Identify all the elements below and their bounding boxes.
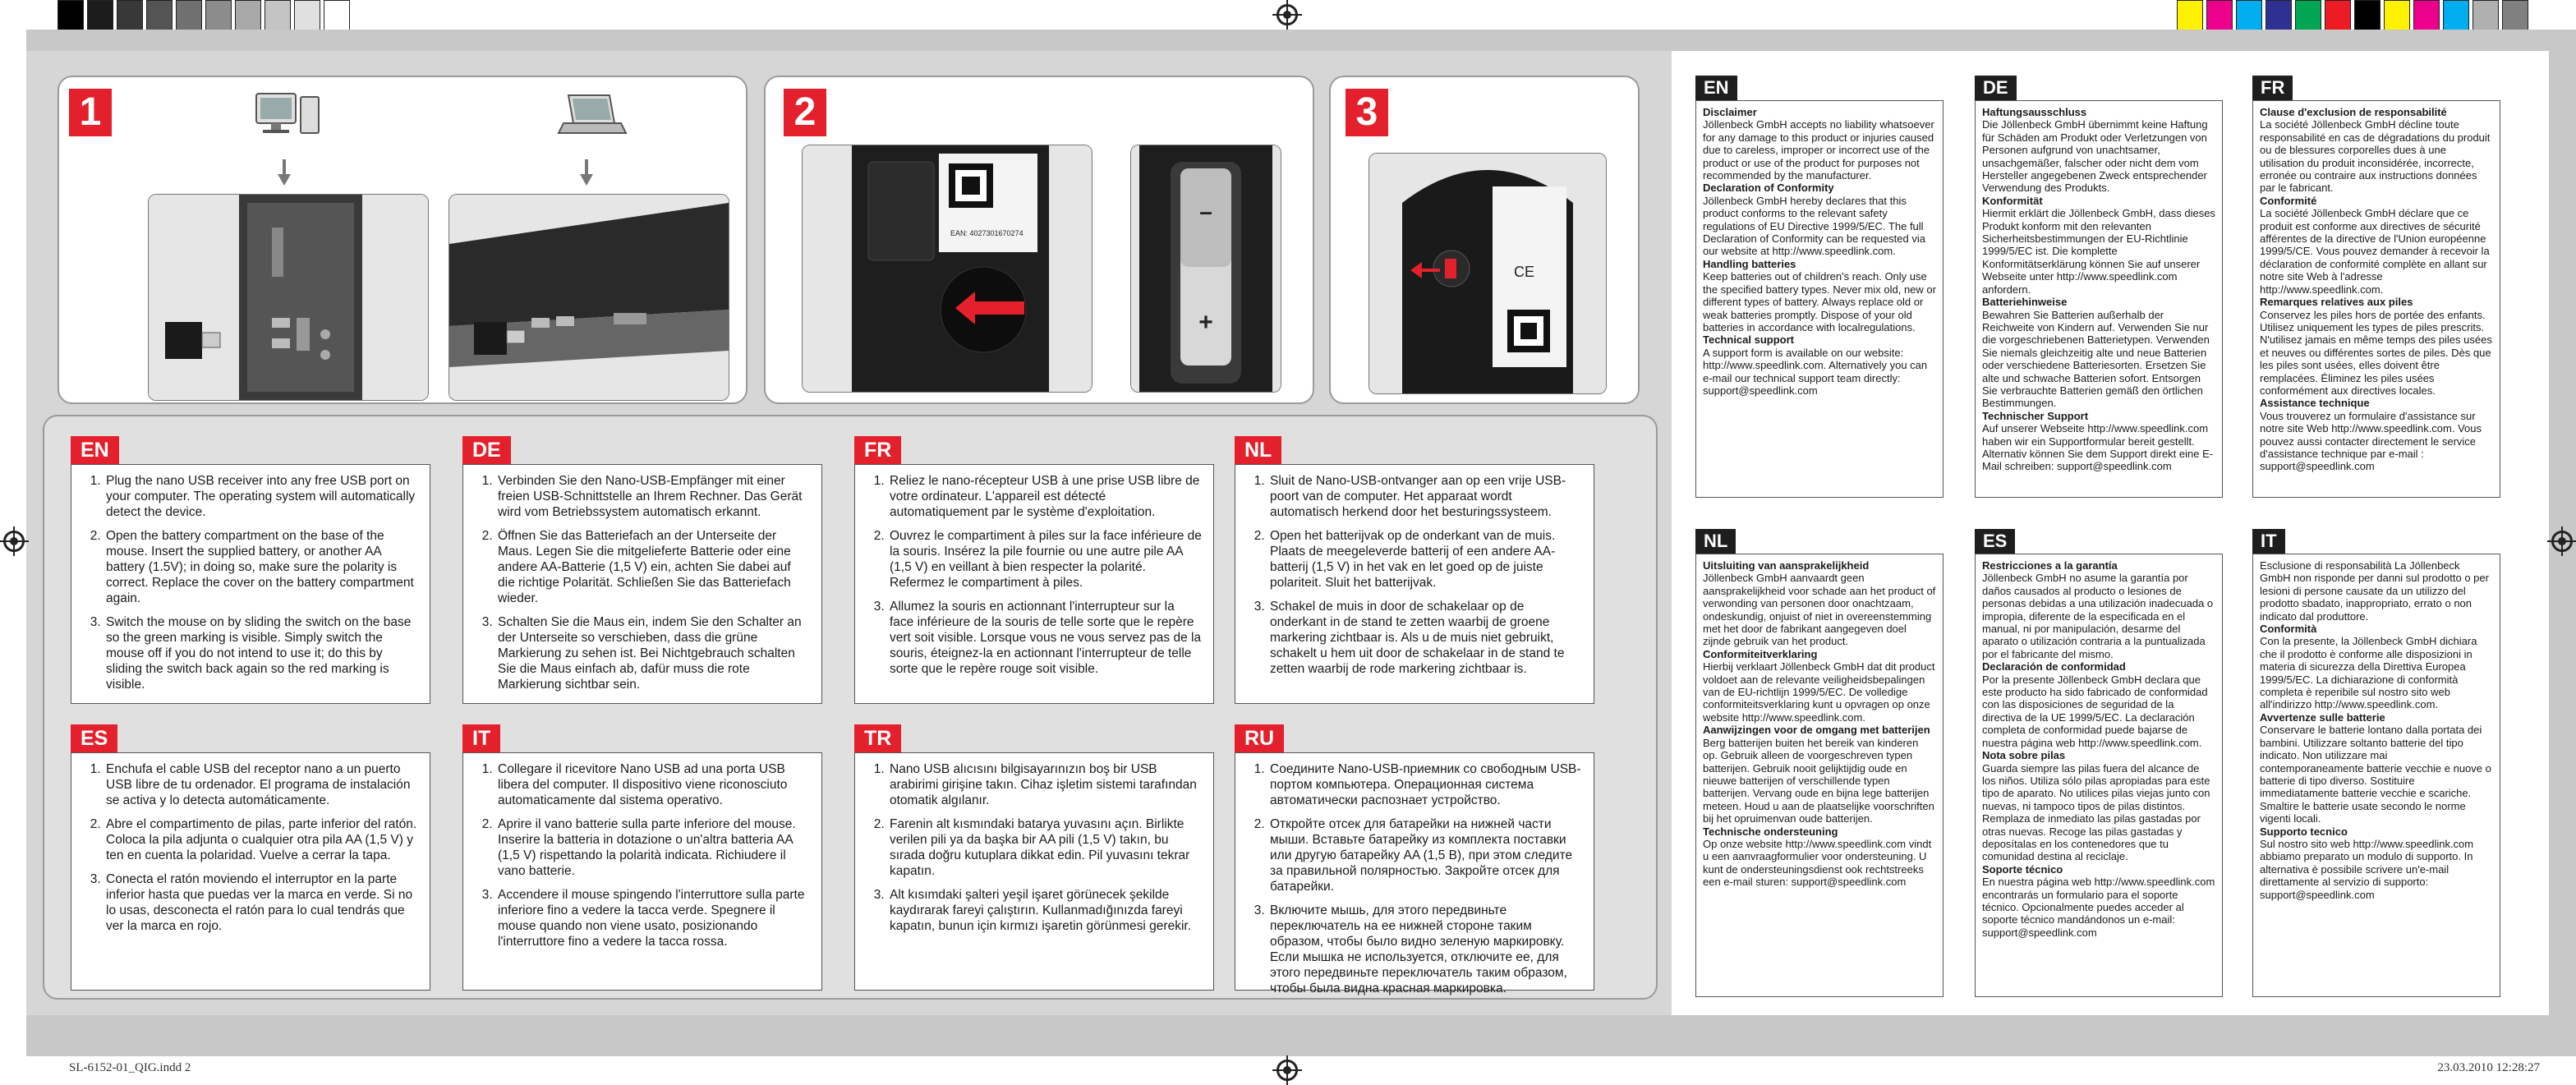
list-item: 1. Sluit de Nano-USB-ontvanger aan op een vrije USB-poort van de computer. Het apparaat wordt automatisch herkend door het besturingssysteem.: [1268, 473, 1582, 520]
section-text: Hiermit erklärt die Jöllenbeck GmbH, dass dieses Produkt konform mit den relevanten Sicherheitsbestimmungen der EU-Richtlinie 1999/5/EC ist. Die komplette Konformitätserklärung können Sie auf unserer Webseite unter http://www.speedlink.com anfordern.: [1982, 207, 2215, 296]
section-text: Vous trouverez un formulaire d'assistance sur notre site Web http://www.speedlink.com. Vous pouvez aussi contacter directement le service d'assistance technique par e-mail : support@speedlink.com: [2260, 409, 2482, 473]
legal-tag-fr: FR: [2252, 76, 2293, 100]
section-heading: Conformiteitverklaring: [1703, 647, 1818, 660]
section-heading: Aanwijzingen voor de omgang met batterijen: [1703, 724, 1930, 737]
section-text: Jöllenbeck GmbH no asume la garantía por daños causados al producto o lesiones de personas debidas a una utilización inadecuada o impropia, diferente de la especificada en el manual, ni por manipulación, desarme del aparato o utilización contraria a la puntualizada por el fabricante del mismo.: [1982, 572, 2214, 660]
instructions-box-tr: [854, 752, 1214, 991]
section-heading: Disclaimer: [1703, 106, 1757, 118]
section-text: Guarda siempre las pilas fuera del alcance de los niños. Utiliza sólo pilas apropiadas para este tipo de aparato. No utilices pilas viejas junto con nuevas, ni tampoco tipos de pilas distintos. Remplaza de inmediato las pilas gastadas por otras nuevas. Recoge las pilas gastadas y deposítalas en los contenedores que tu comunidad destina al reciclaje.: [1982, 761, 2210, 863]
step-2-panel: [764, 76, 1314, 404]
legal-box-nl: [1695, 554, 1944, 997]
list-item: 3. Включите мышь, для этого передвиньте переключатель на ее нижней стороне таким образом, чтобы было видно зеленую маркировку. Если мышка не используется, отключите ее, для этого передвиньте переключатель таким образом, чтобы была видна красная маркировка.: [1268, 903, 1582, 996]
instructions-box-es: [71, 752, 430, 991]
list-item: 2. Откройте отсек для батарейки на нижней части мыши. Вставьте батарейку из комплекта поставки или другую батарейку AA (1,5 В), при этом следите за правильной полярностью. Закройте отсек для батарейки.: [1268, 816, 1582, 894]
section-heading: Technischer Support: [1982, 409, 2089, 422]
color-swatch: [2177, 0, 2203, 31]
section-heading: Soporte técnico: [1982, 862, 2063, 876]
list-item: 1. Reliez le nano-récepteur USB à une prise USB libre de votre ordinateur. L'appareil est détecté automatiquement par le système d'exploitation.: [888, 473, 1202, 520]
section-text: Conservare le batterie lontano dalla portata dei bambini. Utilizzare soltanto batterie del tipo indicato. Non utilizzare mai contemporaneamente batterie vecchie e nuove o batterie di tipo diverso. Sostituire immediatamente batterie vecchie e scariche. Smaltire le batterie usate secondo le norme vigenti locali.: [2260, 724, 2491, 825]
list-item: 2. Open het batterijvak op de onderkant van de muis. Plaats de meegeleverde batterij of een andere AA-batterij (1,5 V) in het vak en let goed op de juiste polariteit. Sluit het batterijvak.: [1268, 528, 1582, 591]
gray-swatch: [264, 0, 291, 31]
section-heading: Remarques relatives aux piles: [2260, 296, 2413, 309]
step-number: 1: [69, 89, 112, 136]
registration-mark-top-icon: [1276, 4, 1298, 25]
section-heading: Technische ondersteuning: [1703, 825, 1838, 838]
desktop-computer-icon: [248, 90, 330, 140]
list-item: 3. Allumez la souris en actionnant l'interrupteur sur la face inférieure de la souris de telle sorte que le repère vert soit visible. Lorsque vous ne vous servez pas de la souris, éteignez-la en actionnant l'interrupteur de telle sorte que le repère rouge soit visible.: [888, 599, 1202, 677]
color-swatch: [2354, 0, 2380, 31]
section-heading: Haftungsausschluss: [1982, 106, 2087, 118]
list-item: 3. Switch the mouse on by sliding the switch on the base so the green marking is visible. Simply switch the mouse off if you do not intend to use it; do this by sliding the switch back again so the red marking is visible.: [104, 614, 418, 692]
legal-tag-it: IT: [2252, 529, 2285, 554]
color-swatch: [2384, 0, 2410, 31]
legal-tag-en: EN: [1695, 76, 1737, 100]
legal-tag-nl: NL: [1695, 529, 1736, 554]
list-item: 2. Open the battery compartment on the base of the mouse. Insert the supplied battery, or another AA battery (1.5V); in doing so, make sure the polarity is correct. Replace the cover on the battery compartment again.: [104, 528, 418, 606]
registration-mark-right-icon: [2551, 531, 2573, 552]
section-heading: Clause d'exclusion de responsabilité: [2260, 106, 2447, 118]
section-text: Bewahren Sie Batterien außerhalb der Reichweite von Kindern auf. Verwenden Sie nur die vorgeschriebenen Batterietypen. Verwenden Sie niemals gleichzeitig alte und neue Batterien oder verschiedene Batteriesorten. Ersetzen Sie alte und schwache Batterien sofort. Entsorgen Sie verbrauchte Batterien gemäß den örtlichen Bestimmungen.: [1982, 308, 2210, 410]
list-item: 2. Farenin alt kısmındaki batarya yuvasını açın. Birlikte verilen pili ya da başka bir AA pili (1,5 V) takın, bu sırada doğru kutuplara dikkat edin. Pil yuvasını tekrar kapatın.: [888, 816, 1202, 879]
section-heading: Declaración de conformidad: [1982, 660, 2126, 674]
gray-swatch: [58, 0, 84, 31]
mouse-bottom-battery-illustration: [802, 145, 1092, 393]
list-item: 3. Alt kısımdaki şalteri yeşil işaret görünecek şekilde kaydırarak fareyi çalıştırın. Kullanmadığınızda fareyi kapatın, bunun için kırmızı işaretin görünmesi gerekir.: [888, 887, 1202, 934]
section-text: Jöllenbeck GmbH hereby declares that this product conforms to the relevant safety regulations of EU Directive 1999/5/EC. The full Declaration of Conformity can be requested via our website at http://www.speedlink.com.: [1703, 194, 1925, 258]
instructions-box-de: [462, 464, 822, 704]
lang-tag-en: EN: [71, 436, 119, 464]
step-1-panel: [58, 76, 748, 404]
lang-tag-fr: FR: [854, 436, 901, 464]
lang-tag-de: DE: [462, 436, 511, 464]
mouse-switch-illustration: [1368, 153, 1607, 394]
legal-box-es: [1975, 554, 2223, 997]
lang-tag-es: ES: [71, 724, 117, 752]
section-text: Sul nostro sito web http://www.speedlink.com abbiamo preparato un modulo di supporto. In alternativa è possibile scrivere un'e-mail direttamente al servizio di supporto: support@speedlink.com: [2260, 837, 2474, 901]
desktop-usb-port-illustration: [148, 194, 429, 401]
step-3-panel: [1329, 76, 1640, 404]
laptop-usb-port-illustration: [448, 194, 729, 401]
registration-mark-bottom-icon: [1276, 1060, 1298, 1081]
list-item: 3. Schakel de muis in door de schakelaar op de onderkant in de stand te zetten waarbij de groene markering zichtbaar is. Als u de muis niet gebruikt, schakelt u hem uit door de schakelaar in de stand te zetten waarbij de rode markering zichtbaar is.: [1268, 599, 1582, 677]
section-heading: Handling batteries: [1703, 257, 1796, 270]
svg-text:EAN: 4027301670274: EAN: 4027301670274: [950, 229, 1024, 237]
gray-swatch: [117, 0, 143, 31]
list-item: 2. Ouvrez le compartiment à piles sur la face inférieure de la souris. Insérez la pile fournie ou une autre pile AA (1,5 V) en veillant à bien respecter la polarité. Refermez le compartiment à piles.: [888, 528, 1202, 591]
instructions-box-nl: [1235, 464, 1594, 704]
section-heading: Avvertenze sulle batterie: [2260, 710, 2385, 724]
list-item: 1. Enchufa el cable USB del receptor nano a un puerto USB libre de tu ordenador. El programa de instalación se activa y lo detecta automáticamente.: [104, 761, 418, 808]
list-item: 1. Verbinden Sie den Nano-USB-Empfänger mit einer freien USB-Schnittstelle an Ihrem Rechner. Das Gerät wird vom Betriebssystem automatisch erkannt.: [496, 473, 810, 520]
footer-timestamp: 23.03.2010 12:28:27: [2437, 1061, 2540, 1074]
list-item: 3. Schalten Sie die Maus ein, indem Sie den Schalter an der Unterseite so verschieben, dass die grüne Markierung zu sehen ist. Bei Nichtgebrauch schalten Sie die Maus einfach ab, dafür muss die rote Markierung sichtbar sein.: [496, 614, 810, 692]
legal-box-it: [2252, 554, 2500, 997]
list-item: 2. Abre el compartimento de pilas, parte inferior del ratón. Coloca la pila adjunta o cualquier otra pila AA (1,5 V) y ten en cuenta la polaridad. Vuelve a cerrar la tapa.: [104, 816, 418, 863]
section-text: La société Jöllenbeck GmbH décline toute responsabilité en cas de dégradations du produit ou de blessures corporelles dues à une utilisation du produit inconsidérée, incorrecte, erronée ou contraire aux instructions données par le fabricant.: [2260, 118, 2491, 195]
footer-filename: SL-6152-01_QIG.indd 2: [69, 1061, 191, 1074]
legal-box-en: [1695, 100, 1944, 498]
arrow-down-icon: [580, 174, 593, 186]
legal-box-fr: [2252, 100, 2500, 498]
bottom-band: [26, 1015, 2576, 1056]
section-text: Hierbij verklaart Jöllenbeck GmbH dat dit product voldoet aan de relevante veiligheidsbepalingen van de EU-richtlijn 1999/5/EC. De volledige conformiteitsverklaring kunt u opvragen op onze website http://www.speedlink.com.: [1703, 660, 1935, 724]
list-item: 1. Plug the nano USB receiver into any free USB port on your computer. The operating system will automatically detect the device.: [104, 473, 418, 520]
section-heading: Restricciones a la garantía: [1982, 559, 2118, 572]
gray-swatch: [235, 0, 261, 31]
gray-swatch: [294, 0, 320, 31]
arrow-down-icon: [278, 174, 291, 186]
instructions-box-ru: [1235, 752, 1594, 995]
lang-tag-tr: TR: [854, 724, 901, 752]
section-text: Die Jöllenbeck GmbH übernimmt keine Haftung für Schäden am Produkt oder Verletzungen von Personen aufgrund von unachtsamer, unsachgemäßer, falscher oder nicht dem vom Hersteller angegebenen Zweck entsprechender Verwendung des Produkts.: [1982, 118, 2208, 195]
section-text: Esclusione di responsabilità La Jöllenbeck GmbH non risponde per danni sul prodotto o per lesioni di persone causate da un utilizzo del prodotto sbadato, inappropriato, errato o non indicato dal produttore.: [2260, 559, 2489, 623]
list-item: 1. Соедините Nano-USB-приемник со свободным USB-портом компьютера. Операционная система автоматически распознает устройство.: [1268, 761, 1582, 808]
color-swatch: [2295, 0, 2321, 31]
section-text: Con la presente, la Jöllenbeck GmbH dichiara che il prodotto è conforme alle disposizioni in materia di sicurezza della Direttiva Europea 1999/5/EC. La dichiarazione di conformità completa è reperibile sul nostro sito web all'indirizzo http://www.speedlink.com.: [2260, 635, 2477, 711]
section-heading: Declaration of Conformity: [1703, 182, 1834, 195]
list-item: 2. Öffnen Sie das Batteriefach an der Unterseite der Maus. Legen Sie die mitgelieferte Batterie oder eine andere AA-Batterie (1,5 V) ein, achten Sie dabei auf die richtige Polarität. Schließen Sie das Batteriefach wieder.: [496, 528, 810, 606]
list-item: 1. Collegare il ricevitore Nano USB ad una porta USB libera del computer. Il dispositivo viene riconosciuto automaticamente dal sistema operativo.: [496, 761, 810, 808]
svg-text:+: +: [1198, 309, 1213, 336]
lang-tag-it: IT: [462, 724, 500, 752]
list-item: 3. Accendere il mouse spingendo l'interruttore sulla parte inferiore fino a vedere la tacca verde. Spegnere il mouse quando non viene usato, posizionando l'interruttore fino a vedere la tacca rossa.: [496, 887, 810, 949]
section-heading: Supporto tecnico: [2260, 825, 2348, 838]
section-heading: Conformità: [2260, 623, 2317, 636]
gray-swatch: [205, 0, 232, 31]
gray-swatch: [87, 0, 113, 31]
registration-mark-left-icon: [3, 531, 25, 552]
section-heading: Uitsluiting van aansprakelijkheid: [1703, 559, 1870, 572]
color-swatch: [2236, 0, 2262, 31]
color-swatch: [2266, 0, 2292, 31]
color-swatch: [2206, 0, 2233, 31]
section-text: Auf unserer Webseite http://www.speedlink.com haben wir ein Supportformular bereit gestellt. Alternativ können Sie dem Support direkt eine E-Mail schreiben: support@speedlink.com: [1982, 422, 2214, 473]
section-text: A support form is available on our website: http://www.speedlink.com. Alternatively you can e-mail our technical support team directly: support@speedlink.com: [1703, 346, 1928, 397]
legal-tag-de: DE: [1975, 76, 2017, 100]
section-heading: Conformité: [2260, 194, 2317, 207]
gray-swatch: [176, 0, 202, 31]
section-text: Jöllenbeck GmbH aanvaardt geen aansprakelijkheid voor schade aan het product of verwonding van personen door onachtzaam, ondeskundig, onjuist of niet in overeenstemming met het door de fabrikant aangegeven doel zijnde gebruik van het product.: [1703, 572, 1936, 648]
color-swatch: [2325, 0, 2351, 31]
legal-box-de: [1975, 100, 2223, 498]
color-swatch: [2413, 0, 2440, 31]
lang-tag-nl: NL: [1235, 436, 1281, 464]
instructions-box-it: [462, 752, 822, 991]
section-text: En nuestra página web http://www.speedlink.com encontrarás un formulario para el soporte técnico. Opcionalmente puedes acceder al soporte técnico mandándonos un e-mail: support@speedlink.com: [1982, 876, 2215, 939]
list-item: 1. Nano USB alıcısını bilgisayarınızın boş bir USB arabirimi girişine takın. Cihaz işletim sistemi tarafından otomatik algılanır.: [888, 761, 1202, 808]
section-heading: Konformität: [1982, 194, 2043, 207]
step-number: 3: [1346, 89, 1388, 136]
section-heading: Batteriehinweise: [1982, 296, 2068, 309]
gray-swatch: [324, 0, 350, 31]
svg-text:CE: CE: [1514, 264, 1535, 280]
section-text: Jöllenbeck GmbH accepts no liability whatsoever for any damage to this product or injuries caused due to careless, improper or incorrect use of the product or use of the product for purposes not recommended by the manufacturer.: [1703, 118, 1934, 182]
legal-tag-es: ES: [1975, 529, 2015, 554]
list-item: 3. Conecta el ratón moviendo el interruptor en la parte inferior hasta que puedas ver la marca en verde. Si no lo usas, desconecta el ratón para lo cual tendrás que ver la marca en rojo.: [104, 871, 418, 934]
section-heading: Technical support: [1703, 333, 1794, 347]
list-item: 2. Aprire il vano batterie sulla parte inferiore del mouse. Inserire la batteria in dotazione o un'altra batteria AA (1,5 V) rispettando la polarità indicata. Richiudere il vano batterie.: [496, 816, 810, 879]
section-text: Berg batterijen buiten het bereik van kinderen op. Gebruik alleen de voorgeschreven typen batterijen. Gebruik nooit gelijktijdig oude en nieuwe batterijen of verschillende typen batterijen. Vervang oude en bijna lege batterijen meteen. Houd u aan de plaatselijke voorschriften bij het opruimenvan oude batterijen.: [1703, 736, 1934, 825]
section-heading: Assistance technique: [2260, 397, 2370, 410]
section-text: Conservez les piles hors de portée des enfants. Utilisez uniquement les types de piles prescrits. N'utilisez jamais en même temps des piles usées et neuves ou différentes sortes de piles. Dès que les piles sont usées, elles doivent être remplacées. Éliminez les piles usées conformément aux directives locales.: [2260, 308, 2492, 397]
battery-insert-illustration: [1130, 145, 1281, 393]
section-text: La société Jöllenbeck GmbH déclare que ce produit est conforme aux directives de sécurité afférentes de la directive de l'Union européenne 1999/5/CE. Vous pouvez demander à recevoir la déclaration de conformité complète en allant sur notre site Web à l'adresse http://www.speedlink.com.: [2260, 207, 2490, 296]
section-heading: Nota sobre pilas: [1982, 749, 2066, 762]
lang-tag-ru: RU: [1235, 724, 1284, 752]
color-swatch: [2472, 0, 2499, 31]
instructions-box-en: [71, 464, 430, 704]
laptop-icon: [552, 90, 634, 140]
gray-swatch: [146, 0, 172, 31]
instructions-box-fr: [854, 464, 1214, 704]
color-swatch: [2502, 0, 2528, 31]
section-text: Por la presente Jöllenbeck GmbH declara que este producto ha sido fabricado de conformidad con las disposiciones de seguridad de la directiva de la UE 1999/5/EC. La declaración completa de conformidad puede bajarse de nuestra página web http://www.speedlink.com.: [1982, 673, 2208, 749]
top-band: [26, 30, 2576, 51]
svg-text:–: –: [1199, 199, 1212, 224]
color-swatch: [2443, 0, 2469, 31]
section-text: Op onze website http://www.speedlink.com vindt u een aanvraagformulier voor ondersteuning. U kunt de ondersteuningsdienst ook rechtstreeks een e-mail sturen: support@speedlink.com: [1703, 837, 1932, 889]
step-number: 2: [784, 89, 826, 136]
section-text: Keep batteries out of children's reach. Only use the specified battery types. Never mix old, new or different types of battery. Always replace old or weak batteries promptly. Dispose of your old batteries in accordance with localregulations.: [1703, 270, 1936, 333]
